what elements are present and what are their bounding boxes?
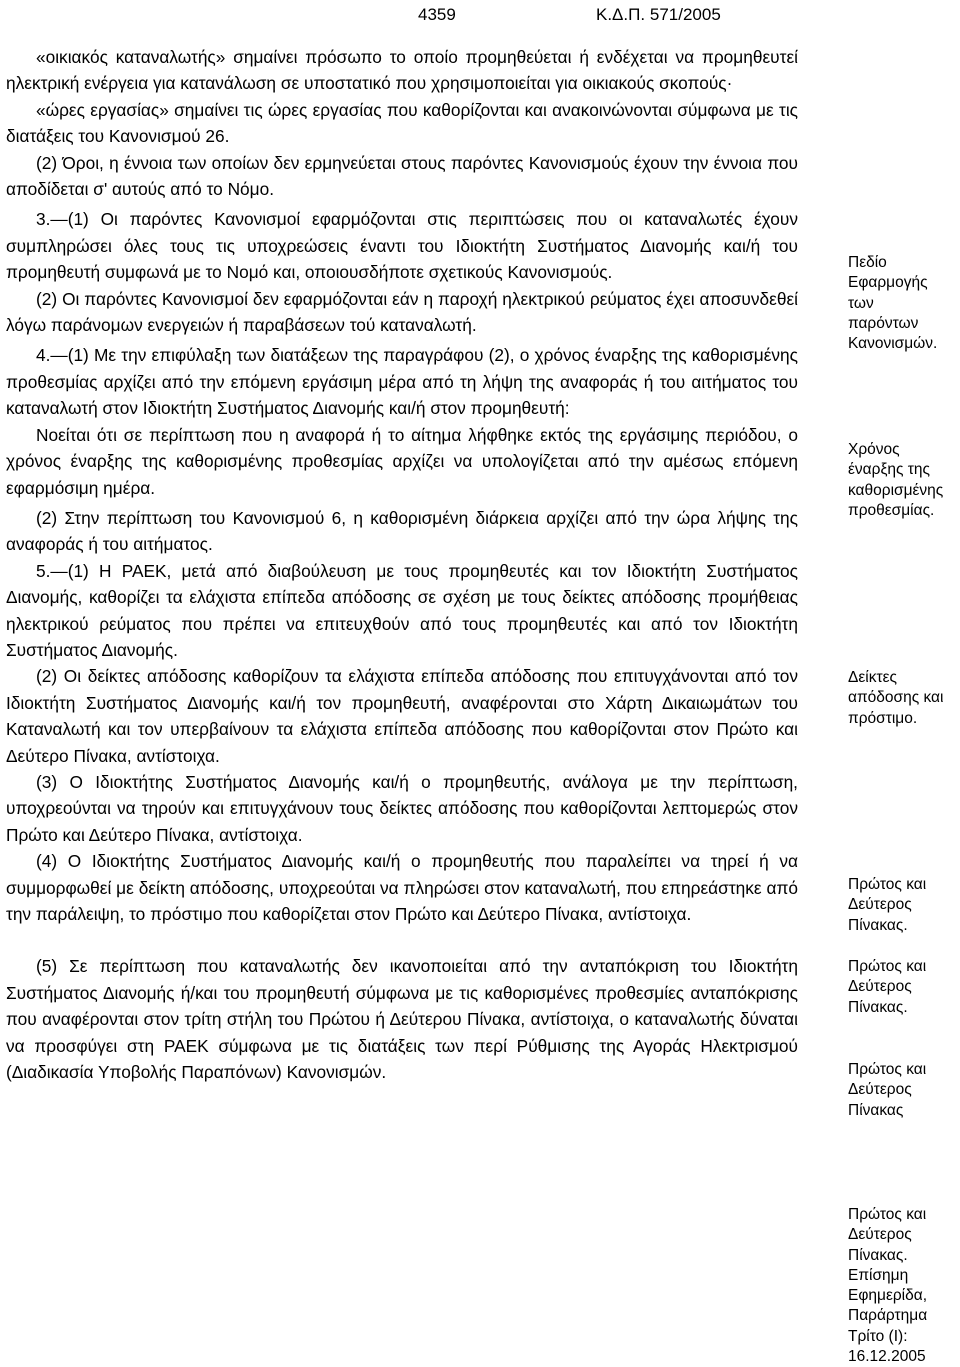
regulation-5-4: (4) Ο Ιδιοκτήτης Συστήματος Διανομής και/ή ο προμηθευτής που παραλείπει να τηρεί ή να συμμορφωθεί με δείκτη απόδοσης, υποχρεούται να πληρώσει στον καταναλωτή, που επηρεάστηκε από την παράλειψη, το πρόστιμο που καθορίζεται στον Πρώτο και Δεύτερο Πίνακα, αντίστοιχα. — [6, 851, 798, 924]
regulation-5-2: (2) Οι δείκτες απόδοσης καθορίζουν τα ελάχιστα επίπεδα απόδοσης που επιτυγχάνονται από τον Ιδιοκτήτη Συστήματος Διανομής και/ή τον προμηθευτή, αναφέρονται στο Χάρτη Δικαιωμάτων του Καταναλωτή και τον υπερβαίνουν τα ελάχιστα επίπεδα απόδοσης που καθορίζονται στον Πρώτο και Δεύτερο Πίνακα, αντίστοιχα. — [6, 666, 798, 766]
gazette-reference: Κ.Δ.Π. 571/2005 — [596, 5, 721, 24]
margin-note-gazette: Πρώτος και Δεύτερος Πίνακας. Επίσημη Εφημερίδα, Παράρτημα Τρίτο (Ι): 16.12.2005 — [848, 1206, 928, 1366]
margin-note-tables-2: Πρώτος και Δεύτερος Πίνακας. — [848, 958, 927, 1016]
regulation-4-2: (2) Στην περίπτωση του Κανονισμού 6, η καθορισμένη διάρκεια αρχίζει από την ώρα λήψης της αναφοράς ή του αιτήματος. — [6, 507, 798, 555]
regulation-3-1: 3.—(1) Οι παρόντες Κανονισμοί εφαρμόζονται στις περιπτώσεις που οι καταναλωτές έχουν συμπληρώσει όλες τους τις υποχρεώσεις έναντι του Ιδιοκτήτη Συστήματος Διανομής και/ή του προμηθευτή συμφωνά με το Νομό και, οποιουσδήποτε σχετικούς Κανονισμούς. — [6, 209, 798, 283]
margin-note-scope: Πεδίο Εφαρμογής των παρόντων Κανονισμών. — [848, 254, 938, 353]
regulation-5-5: (5) Σε περίπτωση που καταναλωτής δεν ικανοποιείται από την ανταπόκριση του Ιδιοκτήτη Συστήματος Διανομής ή/και του προμηθευτή σύμφωνα με τις καθορισμένες προθεσμίες ανταπόκρισης που αναφέρονται στον τρίτη στήλη του Πρώτου ή Δεύτερου Πίνακα, αντίστοιχα, ο καταναλωτής δύναται να προσφύγει στη ΡΑΕΚ σύμφωνα με τις διατάξεις των περί Ρύθμισης της Αγοράς Ηλεκτρισμού (Διαδικασία Υποβολής Παραπόνων) Κανονισμών. — [6, 956, 798, 1083]
document-body — [6, 44, 798, 1085]
regulation-5-1: 5.—(1) Η ΡΑΕΚ, μετά από διαβούλευση με τους προμηθευτές και τον Ιδιοκτήτη Συστήματος Διανομής, καθορίζει τα ελάχιστα επίπεδα απόδοσης σε σχέση με τους δείκτες απόδοσης προμήθειας ηλεκτρικού ρεύματος που πρέπει να επιτευχθούν από τους προμηθευτές και από τον Ιδιοκτήτη Συστήματος Διανομής. — [6, 560, 798, 660]
regulation-3-2: (2) Οι παρόντες Κανονισμοί δεν εφαρμόζονται εάν η παροχή ηλεκτρικού ρεύματος έχει αποσυνδεθεί λόγω παράνομων ενεργειών ή παραβάσεων τού καταναλωτή. — [6, 288, 798, 336]
margin-note-tables-1: Πρώτος και Δεύτερος Πίνακας. — [848, 876, 927, 934]
regulation-5-3: (3) Ο Ιδιοκτήτης Συστήματος Διανομής και/ή ο προμηθευτής, ανάλογα με την περίπτωση, υποχρεούνται να τηρούν και επιτυγχάνουν τους δείκτες απόδοσης που καθορίζονται λεπτομερώς στον Πρώτο και Δεύτερο Πίνακα, αντίστοιχα. — [6, 771, 798, 845]
regulation-4-1: 4.—(1) Με την επιφύλαξη των διατάξεων της παραγράφου (2), ο χρόνος έναρξης της καθορισμένης προθεσμίας αρχίζει από την επόμενη εργάσιμη μέρα από τη λήψη της αναφοράς ή του αιτήματος του καταναλωτή στον Ιδιοκτήτη Συστήματος Διανομής και/ή στον προμηθευτή: — [6, 345, 798, 419]
paragraph-2-1-terms: (2) Όροι, η έννοια των οποίων δεν ερμηνεύεται στους παρόντες Κανονισμούς έχουν την έννοια που αποδίδεται σ' αυτούς από το Νόμο. — [6, 152, 798, 200]
page-number: 4359 — [418, 5, 456, 24]
definition-working-hours: «ώρες εργασίας» σημαίνει τις ώρες εργασίας που καθορίζονται και ανακοινώνονται σύμφωνα με τις διατάξεις του Κανονισμού 26. — [6, 99, 798, 147]
margin-note-tables-3: Πρώτος και Δεύτερος Πίνακας — [848, 1061, 927, 1119]
definition-household-consumer: «οικιακός καταναλωτής» σημαίνει πρόσωπο το οποίο προμηθεύεται ή ενδέχεται να προμηθευτεί ηλεκτρική ενέργεια για κατανάλωση σε υποστατικό που χρησιμοποιείται για οικιακούς σκοπούς· — [6, 47, 798, 94]
regulation-4-proviso: Νοείται ότι σε περίπτωση που η αναφορά ή το αίτημα λήφθηκε εκτός της εργάσιμης περιόδου, ο χρόνος έναρξης της καθορισμένης προθεσμίας αρχίζει να υπολογίζεται από την αμέσως επόμενη εφαρμόσιμη ημέρα. — [6, 424, 798, 498]
margin-note-start-time: Χρόνος έναρξης της καθορισμένης προθεσμίας. — [848, 441, 944, 519]
margin-note-indicators: Δείκτες απόδοσης και πρόστιμο. — [848, 669, 944, 727]
